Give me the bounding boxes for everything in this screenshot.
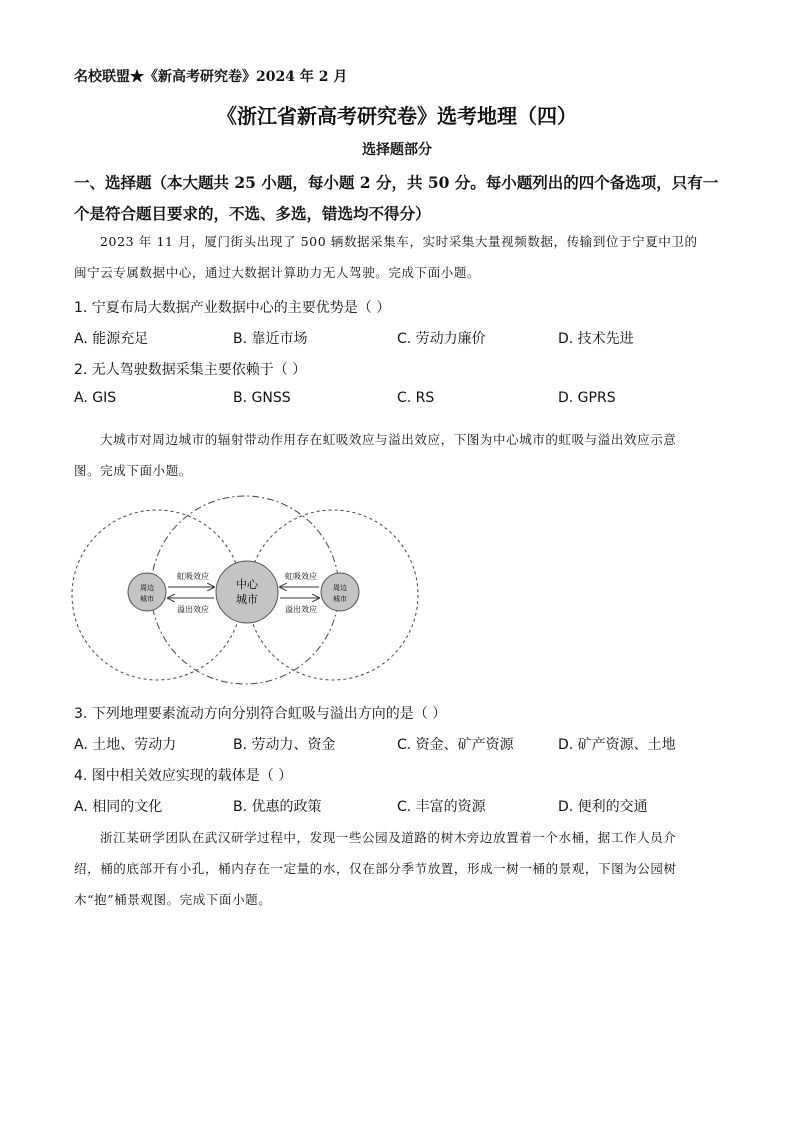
exam-title: 《浙江省新高考研究卷》选考地理（四） — [217, 104, 577, 128]
question-4-stem: 4. 图中相关效应实现的载体是（ ） — [74, 768, 293, 784]
right-peripheral-city — [321, 573, 359, 611]
exam-header: 名校联盟★《新高考研究卷》2024 年 2 月 — [74, 69, 348, 85]
question-4-option-a[interactable]: A. 相同的文化 — [74, 799, 163, 815]
question-2-option-c[interactable]: C. RS — [397, 390, 435, 406]
left-peripheral-city — [128, 573, 166, 611]
question-4-option-d[interactable]: D. 便利的交通 — [558, 799, 648, 815]
question-2-stem: 2. 无人驾驶数据采集主要依赖于（ ） — [74, 362, 307, 378]
passage2-line2: 图。完成下面小题。 — [74, 463, 192, 478]
right-city-label-1: 周边 — [333, 584, 347, 592]
right-spillover-label: 溢出效应 — [285, 605, 317, 614]
right-city-label-2: 城市 — [333, 595, 347, 603]
left-siphon-label: 虹吸效应 — [177, 572, 209, 581]
left-city-label-2: 城市 — [140, 595, 154, 603]
question-3-option-a[interactable]: A. 土地、劳动力 — [74, 737, 177, 753]
left-spillover-label: 溢出效应 — [177, 605, 209, 614]
question-3-option-d[interactable]: D. 矿产资源、土地 — [558, 737, 676, 753]
right-siphon-label: 虹吸效应 — [285, 572, 317, 581]
section-instructions-line1: 一、选择题（本大题共 25 小题，每小题 2 分，共 50 分。每小题列出的四个备选项，只有一 — [74, 173, 719, 192]
question-3-stem: 3. 下列地理要素流动方向分别符合虹吸与溢出方向的是（ ） — [74, 706, 447, 722]
passage2-line1: 大城市对周边城市的辐射带动作用存在虹吸效应与溢出效应，下图为中心城市的虹吸与溢出效应示意 — [100, 432, 677, 447]
passage1-line2: 闽宁云专属数据中心，通过大数据计算助力无人驾驶。完成下面小题。 — [74, 265, 481, 280]
part-heading: 选择题部分 — [362, 142, 432, 158]
passage3-line1: 浙江某研学团队在武汉研学过程中，发现一些公园及道路的树木旁边放置着一个水桶，据工作人员介 — [100, 830, 677, 845]
question-1-option-b[interactable]: B. 靠近市场 — [233, 331, 308, 347]
question-4-option-c[interactable]: C. 丰富的资源 — [397, 799, 486, 815]
center-city — [216, 561, 278, 623]
question-1-option-d[interactable]: D. 技术先进 — [558, 331, 634, 347]
question-1-option-a[interactable]: A. 能源充足 — [74, 331, 149, 347]
question-3-option-c[interactable]: C. 资金、矿产资源 — [397, 737, 514, 753]
passage3-line2: 绍，桶的底部开有小孔，桶内存在一定量的水，仅在部分季节放置，形成一树一桶的景观，下图为公园树 — [74, 861, 677, 876]
passage1-line1: 2023 年 11 月，厦门街头出现了 500 辆数据采集车，实时采集大量视频数据，传输到位于宁夏中卫的 — [100, 234, 698, 249]
left-city-label-1: 周边 — [140, 584, 154, 592]
question-3-option-b[interactable]: B. 劳动力、资金 — [233, 737, 336, 753]
question-2-option-d[interactable]: D. GPRS — [558, 390, 616, 406]
center-city-label-1: 中心 — [236, 578, 258, 591]
section-instructions-line2: 个是符合题目要求的，不选、多选，错选均不得分） — [74, 204, 431, 223]
question-2-option-b[interactable]: B. GNSS — [233, 390, 291, 406]
question-2-option-a[interactable]: A. GIS — [74, 390, 117, 406]
question-1-option-c[interactable]: C. 劳动力廉价 — [397, 331, 486, 347]
question-1-stem: 1. 宁夏布局大数据产业数据中心的主要优势是（ ） — [74, 300, 391, 316]
siphon-spillover-diagram — [70, 492, 420, 692]
center-city-label-2: 城市 — [236, 593, 258, 606]
passage3-line3: 木“抱”桶景观图。完成下面小题。 — [74, 892, 272, 907]
question-4-option-b[interactable]: B. 优惠的政策 — [233, 799, 322, 815]
